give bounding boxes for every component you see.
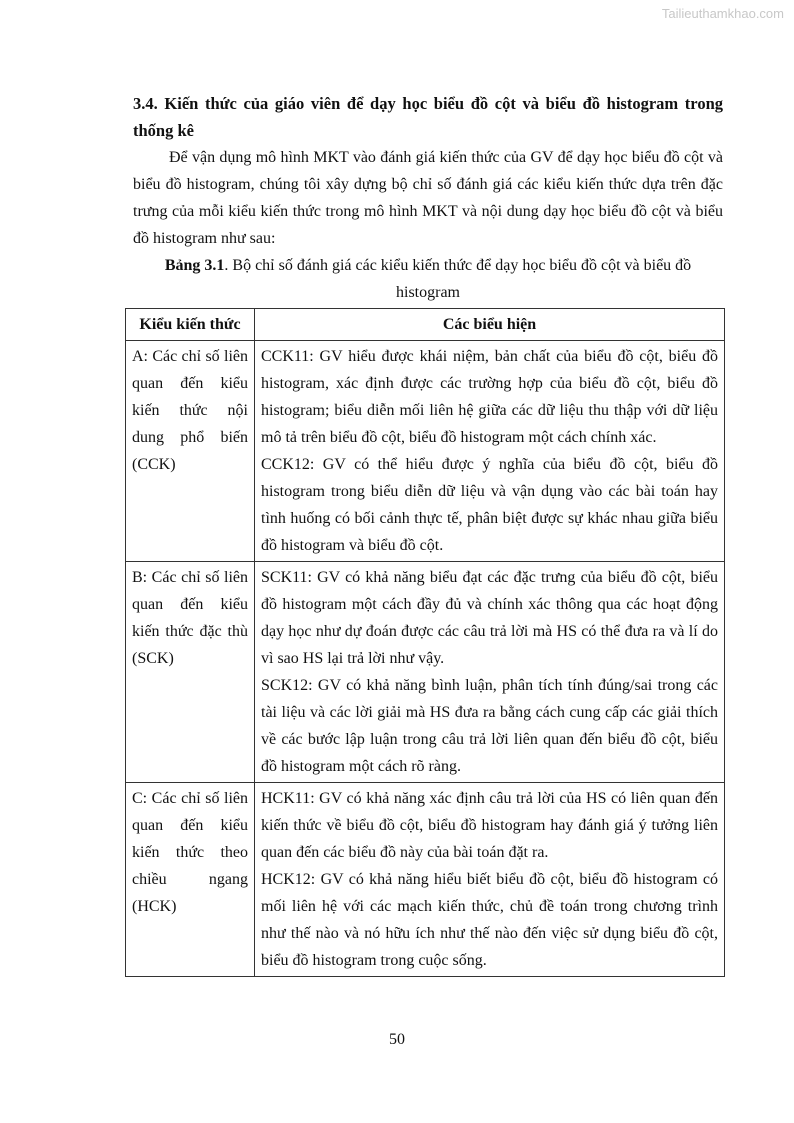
item-hck12: HCK12: GV có khả năng hiểu biết biểu đồ cột, biểu đồ histogram có mối liên hệ với các mạch kiến thức, chủ đề toán trong chương trình như thế nào và nó hữu ích như thế nào đến việc sử dụng biểu đồ cột, biểu đồ histogram trong cuộc sống. bbox=[261, 871, 718, 969]
header-manifestations: Các biểu hiện bbox=[255, 309, 725, 341]
row-type-sck: B: Các chỉ số liên quan đến kiểu kiến thức đặc thù (SCK) bbox=[126, 562, 255, 783]
item-sck11: SCK11: GV có khả năng biểu đạt các đặc trưng của biểu đồ cột, biểu đồ histogram một cách đầy đủ và chính xác thông qua các hoạt động dạy học như dự đoán được các câu trả lời mà HS có thể đưa ra và lí do vì sao HS lại trả lời như vậy. bbox=[261, 569, 718, 667]
table-caption-text: . Bộ chỉ số đánh giá các kiểu kiến thức để dạy học biểu đồ cột và biểu đồ histogram bbox=[224, 257, 692, 301]
section-heading: 3.4. Kiến thức của giáo viên để dạy học biểu đồ cột và biểu đồ histogram trong thống kê bbox=[133, 94, 723, 140]
table-row-cck bbox=[126, 341, 725, 562]
row-type-cck: A: Các chỉ số liên quan đến kiểu kiến thức nội dung phổ biến (CCK) bbox=[126, 341, 255, 562]
table-row-sck bbox=[126, 562, 725, 783]
row-items-hck bbox=[255, 783, 725, 977]
row-items-sck bbox=[255, 562, 725, 783]
row-items-cck bbox=[255, 341, 725, 562]
header-knowledge-type: Kiểu kiến thức bbox=[126, 309, 255, 341]
row-type-hck: C: Các chỉ số liên quan đến kiểu kiến thức theo chiều ngang (HCK) bbox=[126, 783, 255, 977]
watermark: Tailieuthamkhao.com bbox=[661, 6, 784, 21]
page-number: 50 bbox=[389, 1031, 405, 1048]
item-cck12: CCK12: GV có thể hiểu được ý nghĩa của biểu đồ cột, biểu đồ histogram trong biểu diễn dữ liệu và vận dụng vào các bài toán hay tình huống có bối cảnh thực tế, phân biệt được sự khác nhau giữa biểu đồ histogram và biểu đồ cột. bbox=[261, 456, 718, 554]
knowledge-table bbox=[125, 308, 725, 977]
item-sck12: SCK12: GV có khả năng bình luận, phân tích tính đúng/sai trong các tài liệu và các lời giải mà HS đưa ra bằng cách cung cấp các giải thích về các bước lập luận trong câu trả lời liên quan đến biểu đồ cột, biểu đồ histogram một cách rõ ràng. bbox=[261, 677, 718, 775]
item-cck11: CCK11: GV hiểu được khái niệm, bản chất của biểu đồ cột, biểu đồ histogram, xác định được các trường hợp của biểu đồ cột, biểu đồ histogram; biểu diễn mối liên hệ giữa các dữ liệu thu thập với dữ liệu mô tả trên biểu đồ cột, biểu đồ histogram một cách chính xác. bbox=[261, 348, 718, 446]
item-hck11: HCK11: GV có khả năng xác định câu trả lời của HS có liên quan đến kiến thức về biểu đồ cột, biểu đồ histogram hay đánh giá ý tưởng liên quan đến các biểu đồ này của bài toán đặt ra. bbox=[261, 790, 718, 861]
intro-paragraph: Để vận dụng mô hình MKT vào đánh giá kiến thức của GV để dạy học biểu đồ cột và biểu đồ histogram, chúng tôi xây dựng bộ chỉ số đánh giá các kiểu kiến thức dựa trên đặc trưng của mỗi kiểu kiến thức trong mô hình MKT và nội dung dạy học biểu đồ cột và biểu đồ histogram như sau: bbox=[133, 149, 723, 247]
table-row-hck bbox=[126, 783, 725, 977]
table-header-row bbox=[126, 309, 725, 341]
table-caption-label: Bảng 3.1 bbox=[164, 257, 225, 274]
page-content bbox=[133, 90, 723, 977]
table-caption bbox=[133, 252, 723, 306]
